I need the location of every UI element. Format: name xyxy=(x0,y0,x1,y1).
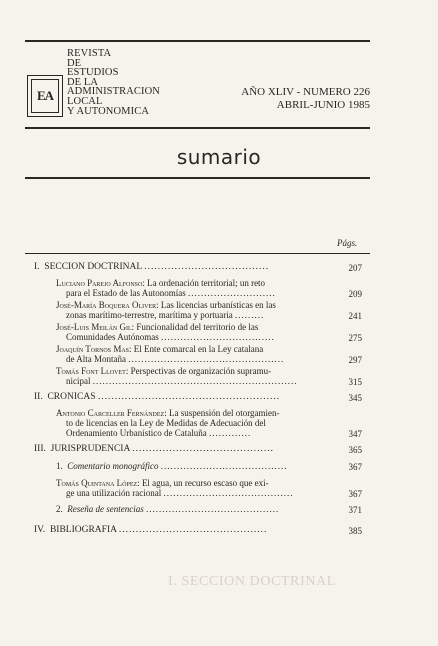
author: José-María Boquera Oliver: xyxy=(56,300,159,310)
logo-mark: EA xyxy=(36,88,54,103)
leader-dots: ........................................ xyxy=(163,487,294,498)
title-line: zonas marítimo-terrestre, marítima y portuaria xyxy=(66,309,233,320)
show-through-text: I. SECCION DOCTRINAL xyxy=(168,574,336,589)
leader-dots: ......... xyxy=(234,309,265,320)
toc-subsection-resena xyxy=(56,505,361,515)
section-title: CRONICAS xyxy=(47,392,96,402)
title-line: La suspensión del otorgamien- xyxy=(166,408,280,418)
leader-dots: ................................................ xyxy=(128,353,285,364)
section-number: II. xyxy=(34,392,43,402)
sumario-rule xyxy=(25,177,370,179)
toc-section-3 xyxy=(34,445,274,455)
journal-logo xyxy=(27,75,63,117)
issue-info xyxy=(241,86,370,112)
leader-dots: ....................................... xyxy=(160,461,288,471)
toc-entry-carceller xyxy=(56,409,361,438)
leader-dots: ........................... xyxy=(187,287,276,298)
section-number: III. xyxy=(34,444,46,454)
subsection-number: 2. xyxy=(56,504,63,514)
leader-dots: ............................................................... xyxy=(92,375,298,386)
page-number: 347 xyxy=(348,429,362,439)
title-line: DE xyxy=(67,57,82,69)
section-number: I. xyxy=(34,262,40,272)
page-number: 209 xyxy=(348,289,362,299)
title-line: Ordenamiento Urbanístico de Cataluña xyxy=(66,427,207,438)
leader-dots: ................................... xyxy=(161,331,275,342)
title-line: de Alta Montaña xyxy=(66,353,126,364)
page-number: 241 xyxy=(348,311,362,321)
page-number: 385 xyxy=(348,526,362,536)
title-line: El agua, un recurso escaso que exi- xyxy=(139,478,269,488)
toc-entry-font xyxy=(56,367,361,387)
author: Tomás Font Llovet: xyxy=(56,366,129,376)
title-line: Comunidades Autónomas xyxy=(66,331,159,342)
page-number: 345 xyxy=(348,393,362,403)
title-line: ge una utilización racional xyxy=(66,487,162,498)
issue-date: ABRIL-JUNIO 1985 xyxy=(276,99,370,111)
journal-title xyxy=(67,49,160,116)
author: José-Luis Meilán Gil: xyxy=(56,322,135,332)
section-title: SECCION DOCTRINAL xyxy=(44,262,142,272)
leader-dots: ..................................... xyxy=(144,262,270,272)
subsection-number: 1. xyxy=(56,461,63,471)
page-number: 207 xyxy=(348,263,362,273)
section-title: BIBLIOGRAFIA xyxy=(49,525,117,535)
toc-entry-boquera xyxy=(56,301,361,321)
sumario-heading: sumario xyxy=(176,145,262,169)
title-line: ADMINISTRACION xyxy=(67,86,160,98)
title-line: nicipal xyxy=(66,375,91,386)
toc-entry-quintana xyxy=(56,479,361,499)
title-line: Las licencias urbanísticas en las xyxy=(158,300,276,310)
page-number: 275 xyxy=(348,333,362,343)
title-line: DE LA xyxy=(67,76,99,88)
pages-label: Págs. xyxy=(337,238,358,248)
subsection-title: Comentario monográfico xyxy=(67,461,159,471)
page-number: 365 xyxy=(348,445,362,455)
title-line: Funcionalidad del territorio de las xyxy=(134,322,259,332)
toc-entry-tornos xyxy=(56,345,361,365)
toc-subsection-comentario xyxy=(56,462,361,472)
author: Luciano Parejo Alfonso: xyxy=(56,278,145,288)
author: Joaquín Tornos Mas: xyxy=(56,344,132,354)
toc-entry-meilan xyxy=(56,323,361,343)
title-line: para el Estado de las Autonomías xyxy=(66,287,186,298)
title-line: El Ente comarcal en la Ley catalana xyxy=(131,344,264,354)
pags-rule xyxy=(25,253,370,254)
leader-dots: ......................................... xyxy=(145,504,280,514)
section-number: IV. xyxy=(34,525,46,535)
subsection-title: Reseña de sentencias xyxy=(67,504,144,514)
title-line: LOCAL xyxy=(67,95,103,107)
issue-number: AÑO XLIV - NUMERO 226 xyxy=(241,86,370,98)
section-title: JURISPRUDENCIA xyxy=(50,444,130,454)
author: Antonio Carceller Fernández: xyxy=(56,408,167,418)
toc-section-4 xyxy=(34,526,267,536)
title-line: Perspectivas de organización supramu- xyxy=(128,366,272,376)
top-rule xyxy=(25,40,370,42)
author: Tomás Quintana López: xyxy=(56,478,140,488)
title-line: La ordenación territorial; un reto xyxy=(144,278,266,288)
header-rule xyxy=(25,127,370,129)
toc-entry-parejo xyxy=(56,279,361,299)
page-number: 371 xyxy=(348,505,362,515)
toc-section-2 xyxy=(34,393,280,403)
title-line: Y AUTONOMICA xyxy=(67,105,149,117)
page-number: 297 xyxy=(348,355,362,365)
leader-dots: ............................................ xyxy=(118,525,268,535)
title-line: to de licencias en la Ley de Medidas de Adecuación del xyxy=(66,417,266,428)
toc-section-1 xyxy=(34,263,269,273)
title-line: ESTUDIOS xyxy=(67,67,119,79)
leader-dots: ...................................................... xyxy=(97,392,281,402)
leader-dots: ............. xyxy=(208,427,252,438)
leader-dots: .......................................... xyxy=(132,444,274,454)
title-line: REVISTA xyxy=(67,48,112,59)
page-number: 315 xyxy=(348,377,362,387)
page-number: 367 xyxy=(348,462,362,472)
page-number: 367 xyxy=(348,489,362,499)
